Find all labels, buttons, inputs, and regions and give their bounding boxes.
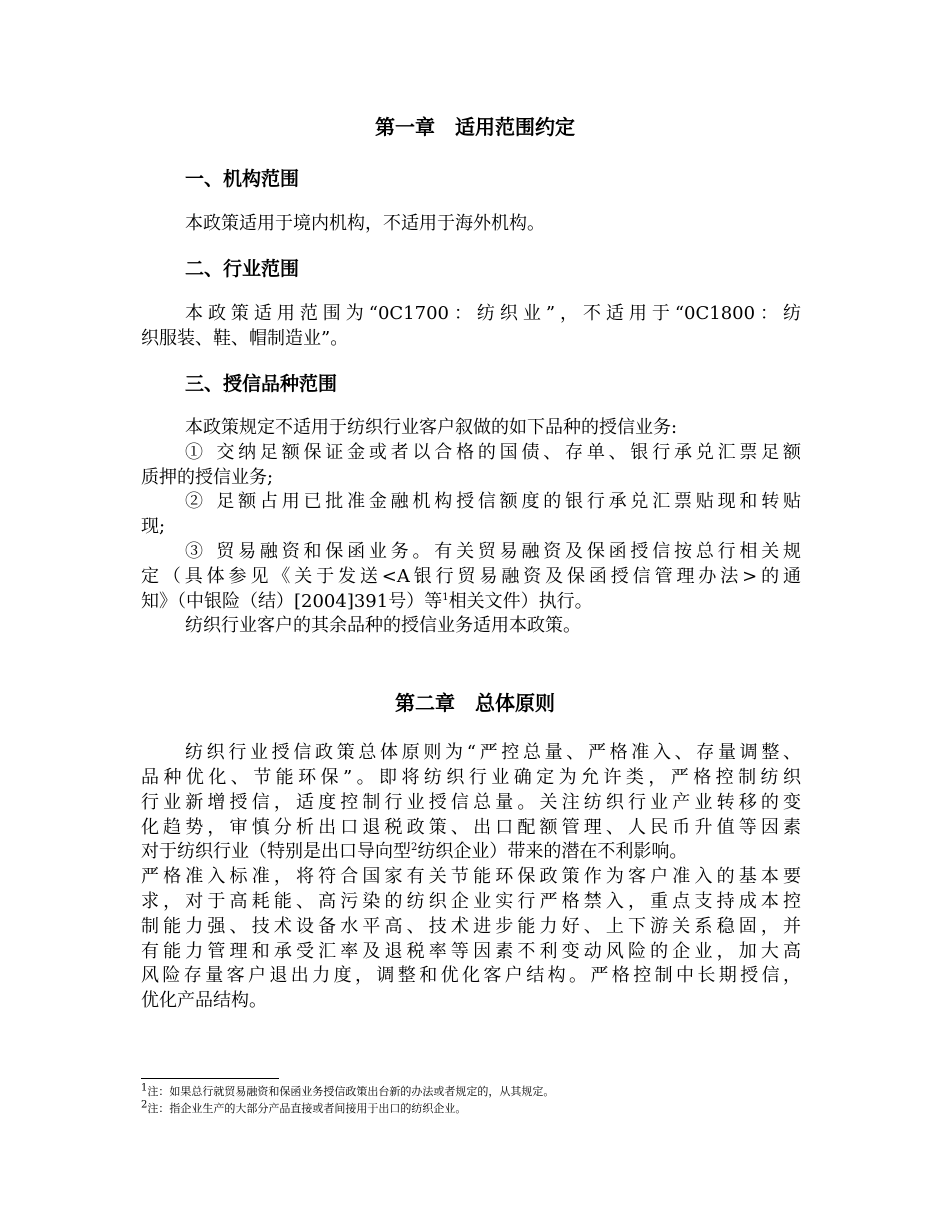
footnote-text: 注：指企业生产的大部分产品直接或者间接用于出口的纺织企业。 (147, 1102, 467, 1115)
section-industry-scope-heading: 二、行业范围 (185, 258, 300, 280)
chapter-2-title: 第二章 总体原则 (395, 691, 555, 715)
paragraph-line: 求，对于高耗能、高污染的纺织企业实行严格禁入，重点支持成本控 (141, 891, 801, 912)
paragraph-line: 风险存量客户退出力度，调整和优化客户结构。严格控制中长期授信， (141, 965, 801, 986)
list-item-line: 质押的授信业务; (141, 467, 274, 488)
paragraph-line: 本政策适用于境内机构，不适用于海外机构。 (185, 213, 545, 234)
list-item-line: ③ 贸易融资和保函业务。有关贸易融资及保函授信按总行相关规 (185, 541, 801, 562)
paragraph-line: 织服装、鞋、帽制造业”。 (141, 328, 349, 349)
footnote-ref-1[interactable]: 1 (442, 592, 449, 603)
text-run: 纺织企业）带来的潜在不利影响。 (417, 841, 688, 862)
list-item-line: 现; (141, 516, 166, 537)
paragraph-line: 品种优化、节能环保”。即将纺织行业确定为允许类，严格控制纺织 (141, 767, 801, 788)
paragraph-line: 化趋势，审慎分析出口退税政策、出口配额管理、人民币升值等因素 (141, 817, 801, 838)
paragraph-line: 纺织行业客户的其余品种的授信业务适用本政策。 (185, 615, 581, 636)
footnote-separator (141, 1078, 279, 1079)
section-credit-product-scope-heading: 三、授信品种范围 (185, 373, 338, 395)
footnote-mark: 1 (141, 1082, 148, 1094)
footnote-1 (141, 1084, 554, 1099)
footnote-2 (141, 1101, 466, 1116)
paragraph-line: 制能力强、技术设备水平高、技术进步能力好、上下游关系稳固，并 (141, 916, 801, 937)
footnote-text: 注：如果总行就贸易融资和保函业务授信政策出台新的办法或者规定的，从其规定。 (147, 1085, 555, 1098)
footnote-ref-2[interactable]: 2 (411, 842, 418, 853)
paragraph-line: 严格准入标准，将符合国家有关节能环保政策作为客户准入的基本要 (141, 866, 801, 887)
list-item-line: ① 交纳足额保证金或者以合格的国债、存单、银行承兑汇票足额 (185, 442, 801, 463)
paragraph-line: 本政策规定不适用于纺织行业客户叙做的如下品种的授信业务: (185, 417, 678, 438)
list-item-line: ② 足额占用已批准金融机构授信额度的银行承兑汇票贴现和转贴 (185, 491, 801, 512)
text-run: 对于纺织行业（特别是出口导向型 (141, 841, 411, 862)
list-item-line (141, 590, 593, 614)
paragraph-line: 本政策适用范围为“0C1700：纺织业”，不适用于“0C1800：纺 (185, 303, 801, 324)
paragraph-line: 有能力管理和承受汇率及退税率等因素不利变动风险的企业，加大高 (141, 941, 801, 962)
text-run: 相关文件）执行。 (448, 591, 593, 612)
text-run: 知》（中银险（结）[2004]391号）等 (141, 591, 443, 612)
paragraph-line: 纺织行业授信政策总体原则为“严控总量、严格准入、存量调整、 (185, 742, 801, 763)
list-item-line: 定（具体参见《关于发送<A银行贸易融资及保函授信管理办法>的通 (141, 566, 801, 587)
paragraph-line (141, 840, 687, 864)
paragraph-line: 优化产品结构。 (141, 990, 267, 1011)
paragraph-line: 行业新增授信，适度控制行业授信总量。关注纺织行业产业转移的变 (141, 792, 801, 813)
section-institution-scope-heading: 一、机构范围 (185, 168, 300, 190)
footnote-mark: 2 (141, 1099, 148, 1111)
chapter-1-title: 第一章 适用范围约定 (375, 115, 575, 139)
